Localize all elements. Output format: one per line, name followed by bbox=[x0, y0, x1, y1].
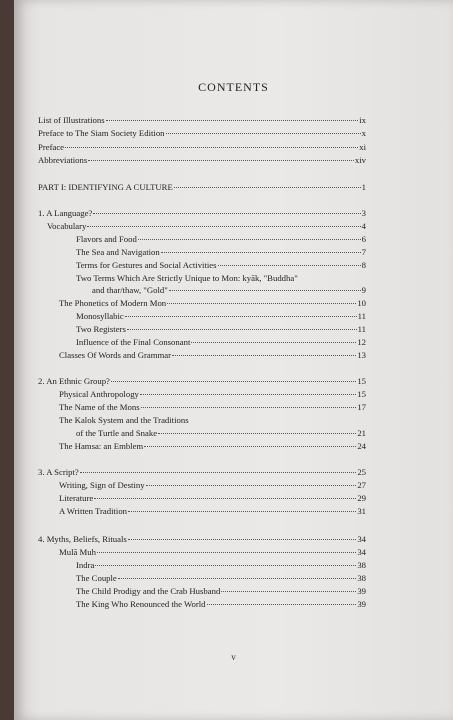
toc-entry: The Couple 38 bbox=[76, 573, 366, 583]
toc-entry: Monosyllabic 11 bbox=[76, 311, 366, 321]
toc-entry: The Sea and Navigation 7 bbox=[76, 247, 366, 257]
toc-entry: Terms for Gestures and Social Activities 8 bbox=[76, 260, 366, 270]
toc-entry: Classes Of Words and Grammar 13 bbox=[59, 350, 366, 360]
toc-entry: Indra 38 bbox=[76, 560, 366, 570]
toc-entry: Literature 29 bbox=[59, 493, 366, 503]
page-title: CONTENTS bbox=[198, 80, 269, 94]
toc-entry: The King Who Renounced the World 39 bbox=[76, 599, 366, 609]
toc-entry: of the Turtle and Snake 21 bbox=[76, 428, 366, 438]
toc-entry: Two Terms Which Are Strictly Unique to Mon: kyāk, "Buddha" bbox=[76, 273, 298, 283]
toc-entry: Flavors and Food 6 bbox=[76, 234, 366, 244]
toc-entry: The Phonetics of Modern Mon 10 bbox=[59, 298, 366, 308]
toc-entry: Abbreviations xiv bbox=[38, 155, 366, 165]
toc-entry: and thar/thaw, "Gold" 9 bbox=[92, 285, 366, 295]
toc-chapter: 2. An Ethnic Group? 15 bbox=[38, 376, 366, 386]
toc-entry: The Name of the Mons 17 bbox=[59, 402, 366, 412]
toc-entry: A Written Tradition 31 bbox=[59, 506, 366, 516]
toc-entry: Preface to The Siam Society Edition x bbox=[38, 128, 366, 138]
toc-entry: The Hamsa: an Emblem 24 bbox=[59, 441, 366, 451]
toc-entry: Preface xi bbox=[38, 142, 366, 152]
toc-entry: Physical Anthropology 15 bbox=[59, 389, 366, 399]
toc-entry: Writing, Sign of Destiny 27 bbox=[59, 480, 366, 490]
toc-entry: The Child Prodigy and the Crab Husband 39 bbox=[76, 586, 366, 596]
toc-entry: Two Registers 11 bbox=[76, 324, 366, 334]
toc-chapter: 3. A Script? 25 bbox=[38, 467, 366, 477]
toc-entry: The Kalok System and the Traditions bbox=[59, 415, 189, 425]
toc-chapter: 1. A Language? 3 bbox=[38, 208, 366, 218]
page-number: v bbox=[231, 652, 236, 662]
toc-entry: Mulā Muh 34 bbox=[59, 547, 366, 557]
toc-entry: Vocabulary 4 bbox=[47, 221, 366, 231]
toc-entry: Influence of the Final Consonant 12 bbox=[76, 337, 366, 347]
toc-chapter: 4. Myths, Beliefs, Rituals 34 bbox=[38, 534, 366, 544]
book-page bbox=[14, 0, 453, 720]
toc-entry: List of Illustrations ix bbox=[38, 115, 366, 125]
toc-part-heading: PART I: IDENTIFYING A CULTURE 1 bbox=[38, 182, 366, 192]
